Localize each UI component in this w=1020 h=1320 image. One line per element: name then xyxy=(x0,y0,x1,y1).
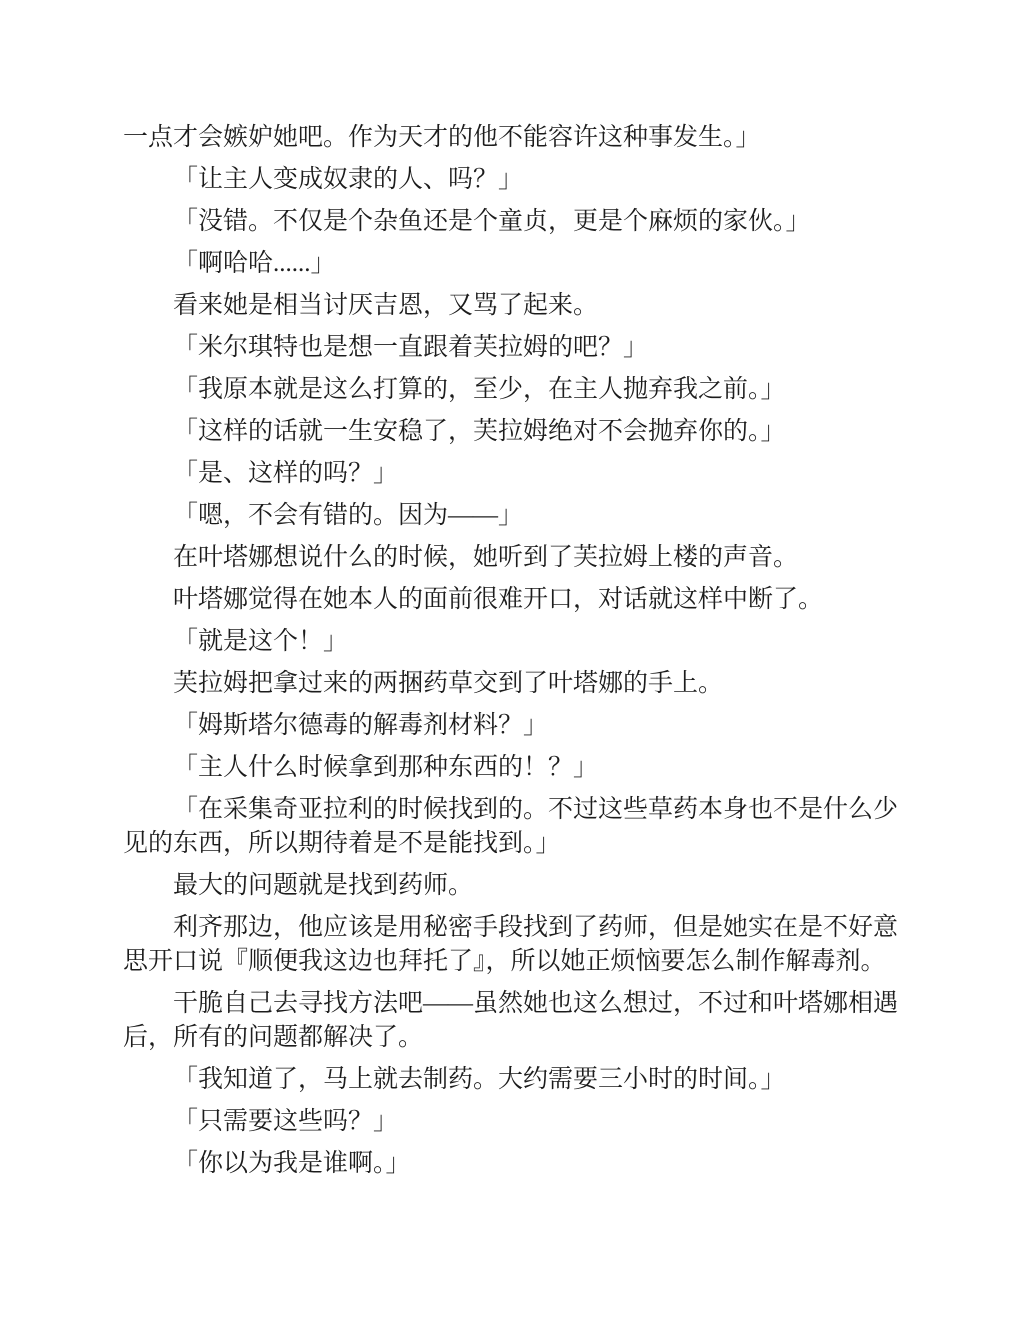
paragraph: 「米尔琪特也是想一直跟着芙拉姆的吧？」 xyxy=(173,334,649,361)
paragraph: 「就是这个！」 xyxy=(173,628,349,655)
paragraph: 一点才会嫉妒她吧。作为天才的他不能容许这种事发生。」 xyxy=(123,124,761,151)
paragraph: 「啊哈哈......」 xyxy=(173,250,336,277)
paragraph: 「我知道了，马上就去制药。大约需要三小时的时间。」 xyxy=(173,1066,786,1093)
paragraph: 看来她是相当讨厌吉恩，又骂了起来。 xyxy=(173,292,599,319)
paragraph: 利齐那边，他应该是用秘密手段找到了药师，但是她实在是不好意思开口说『顺便我这边也拜托了』，所以她正烦恼要怎么制作解毒剂。 xyxy=(123,914,899,975)
paragraph: 「你以为我是谁啊。」 xyxy=(173,1150,411,1177)
paragraph: 「没错。不仅是个杂鱼还是个童贞，更是个麻烦的家伙。」 xyxy=(173,208,811,235)
paragraph: 在叶塔娜想说什么的时候，她听到了芙拉姆上楼的声音。 xyxy=(173,544,799,571)
text-content xyxy=(123,121,898,1189)
paragraph: 「是、这样的吗？」 xyxy=(173,460,399,487)
paragraph: 干脆自己去寻找方法吧——虽然她也这么想过，不过和叶塔娜相遇后，所有的问题都解决了。 xyxy=(123,990,899,1051)
paragraph: 「主人什么时候拿到那种东西的！？」 xyxy=(173,754,599,781)
paragraph: 「我原本就是这么打算的，至少，在主人抛弃我之前。」 xyxy=(173,376,786,403)
paragraph: 「嗯，不会有错的。因为——」 xyxy=(173,502,524,529)
paragraph: 「姆斯塔尔德毒的解毒剂材料？」 xyxy=(173,712,549,739)
paragraph: 芙拉姆把拿过来的两捆药草交到了叶塔娜的手上。 xyxy=(173,670,724,697)
paragraph: 最大的问题就是找到药师。 xyxy=(173,872,474,899)
paragraph: 「让主人变成奴隶的人、吗？」 xyxy=(173,166,524,193)
paragraph: 「这样的话就一生安稳了，芙拉姆绝对不会抛弃你的。」 xyxy=(173,418,786,445)
paragraph: 「只需要这些吗？」 xyxy=(173,1108,399,1135)
paragraph: 叶塔娜觉得在她本人的面前很难开口，对话就这样中断了。 xyxy=(173,586,824,613)
paragraph: 「在采集奇亚拉利的时候找到的。不过这些草药本身也不是什么少见的东西，所以期待着是不是能找到。」 xyxy=(123,796,899,857)
